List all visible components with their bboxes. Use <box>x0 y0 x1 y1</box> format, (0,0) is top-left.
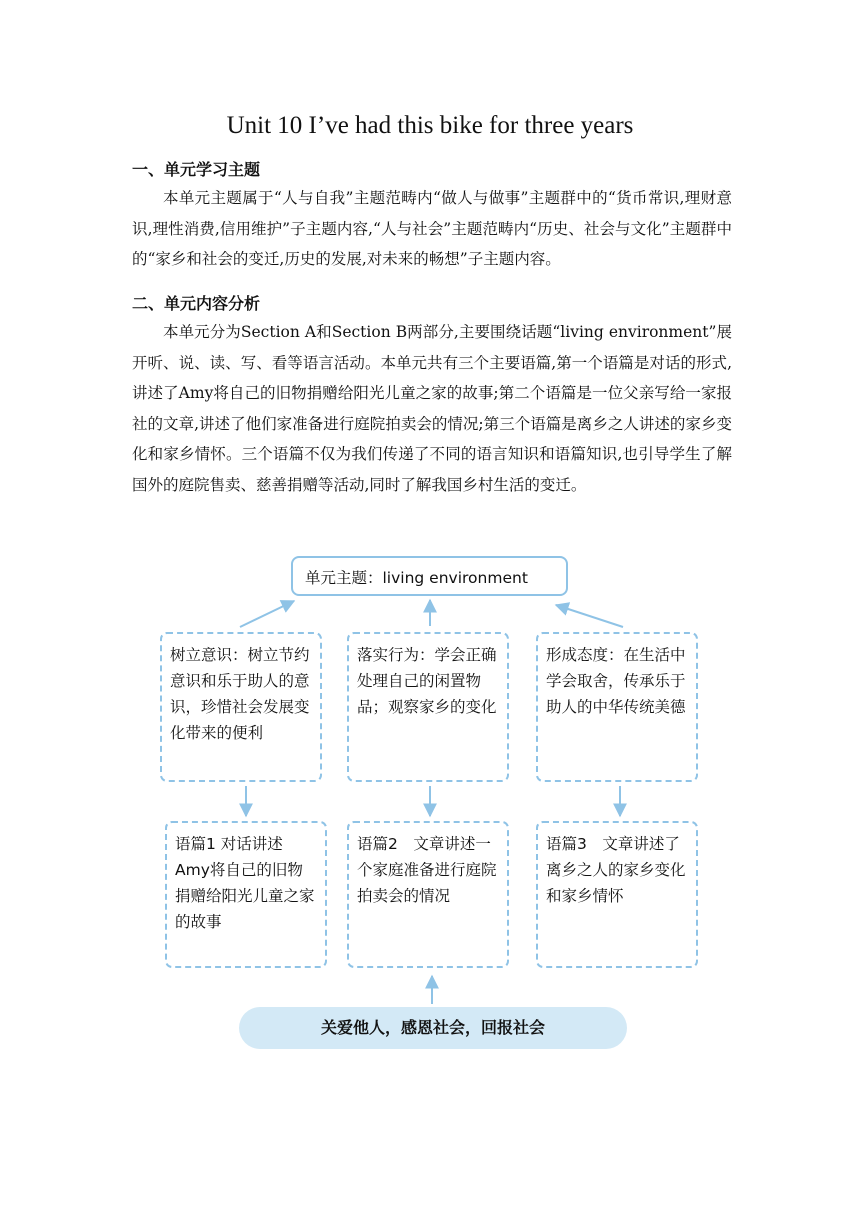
section-heading-2: 二、单元内容分析 <box>132 294 261 313</box>
arrow-goal3-to-theme <box>556 605 623 627</box>
section-heading-1: 一、单元学习主题 <box>132 160 261 179</box>
page-title: Unit 10 I’ve had this bike for three years <box>226 112 634 139</box>
section-paragraph-1: 本单元主题属于“人与自我”主题范畴内“做人与做事”主题群中的“货币常识,理财意识,理性消费,信用维护”子主题内容,“人与社会”主题范畴内“历史、社会与文化”主题群中的“家乡和社会的变迁,历史的发展,对未来的畅想”子主题内容。 <box>132 189 732 268</box>
text-box-2: 语篇2 文章讲述一个家庭准备进行庭院拍卖会的情况 <box>347 821 509 968</box>
unit-theme-box: 单元主题：living environment <box>291 556 568 596</box>
arrow-goal1-to-theme <box>240 601 294 627</box>
text-box-3: 语篇3 文章讲述了离乡之人的家乡变化和家乡情怀 <box>536 821 698 968</box>
section-paragraph-2: 本单元分为Section A和Section B两部分,主要围绕话题“living environment”展开听、说、读、写、看等语言活动。本单元共有三个主要语篇,第一个语篇是对话的形式,讲述了Amy将自己的旧物捐赠给阳光儿童之家的故事;第二个语篇是一位父亲写给一家报社的文章,讲述了他们家准备进行庭院拍卖会的情况;第三个语篇是离乡之人讲述的家乡变化和家乡情怀。三个语篇不仅为我们传递了不同的语言知识和语篇知识,也引导学生了解国外的庭院售卖、慈善捐赠等活动,同时了解我国乡村生活的变迁。 <box>132 323 732 494</box>
goal-box-behavior: 落实行为：学会正确处理自己的闲置物品；观察家乡的变化 <box>347 632 509 782</box>
goal-box-attitude: 形成态度：在生活中学会取舍，传承乐于助人的中华传统美德 <box>536 632 698 782</box>
goal-box-awareness: 树立意识：树立节约意识和乐于助人的意识，珍惜社会发展变化带来的便利 <box>160 632 322 782</box>
bottom-value-pill: 关爱他人，感恩社会，回报社会 <box>239 1007 627 1049</box>
text-box-1: 语篇1 对话讲述Amy将自己的旧物捐赠给阳光儿童之家的故事 <box>165 821 327 968</box>
